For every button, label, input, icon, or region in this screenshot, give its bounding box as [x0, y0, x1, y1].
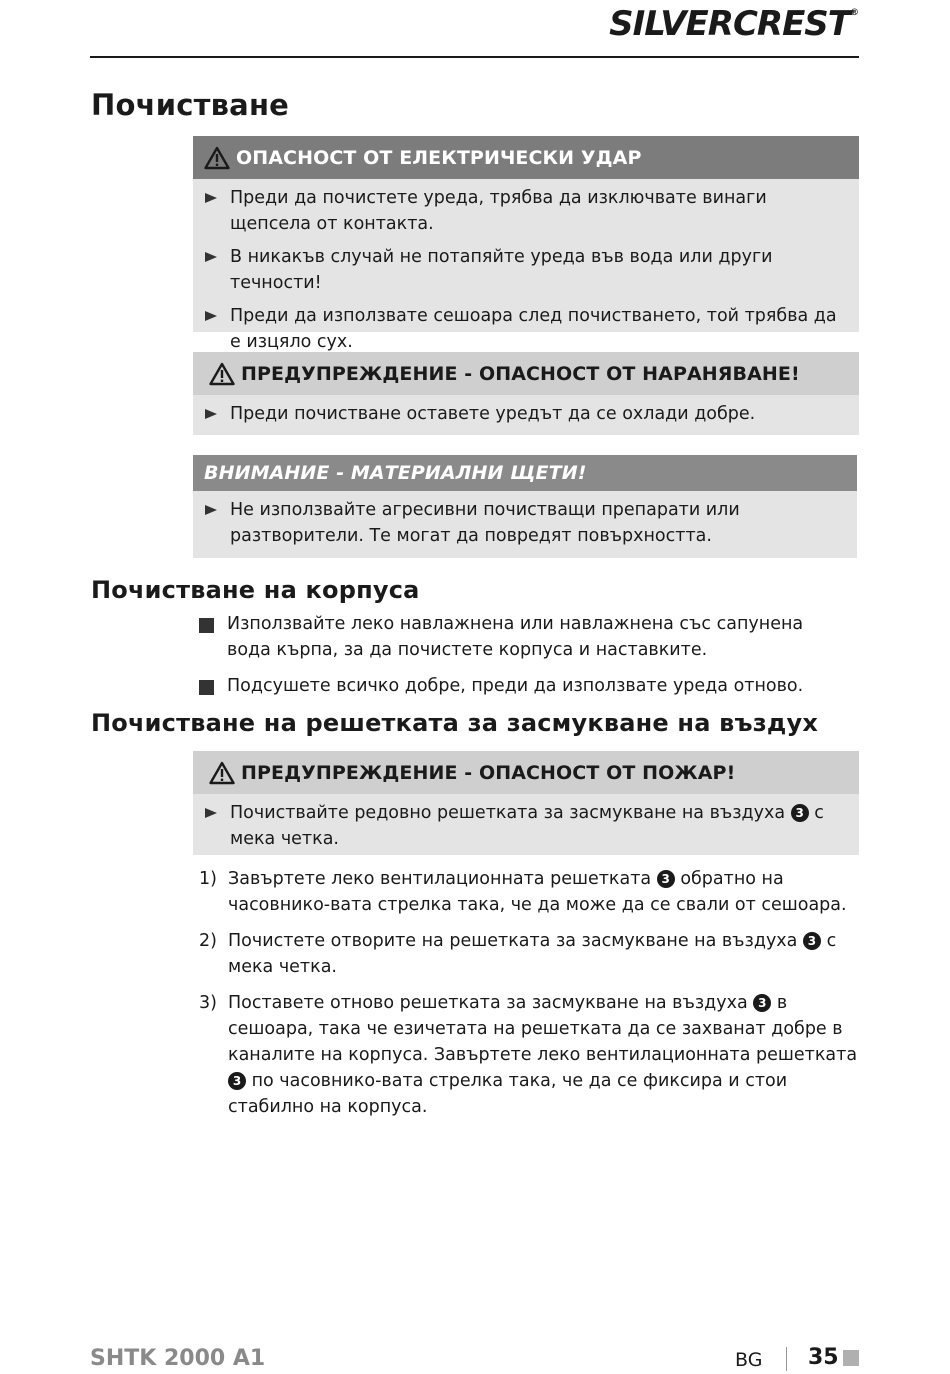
- housing-list: [199, 611, 839, 709]
- arrow-bullet-icon: [205, 311, 217, 321]
- step-item: 1) Завъртете леко вентилационната решетката 3 обратно на часовнико-вата стрелка така, че да може да се свали от сешоара.: [199, 869, 847, 915]
- arrow-bullet-icon: [205, 409, 217, 419]
- square-bullet-icon: [199, 680, 214, 695]
- page-title: Почистване: [91, 88, 290, 122]
- warning-triangle-icon: [204, 146, 230, 170]
- warning-triangle-icon: [209, 362, 235, 386]
- grille-steps: [199, 866, 859, 1130]
- arrow-bullet-icon: [205, 808, 217, 818]
- arrow-bullet-icon: [205, 252, 217, 262]
- warning-box-header: [193, 352, 859, 395]
- list-item: Преди да почистете уреда, трябва да изключвате винаги щепсела от контакта.: [203, 185, 839, 237]
- step-item: 2) Почистете отворите на решетката за засмукване на въздуха 3 с мека четка.: [199, 931, 837, 977]
- registered-mark: ®: [850, 8, 858, 18]
- section-title-housing: Почистване на корпуса: [91, 576, 420, 604]
- square-bullet-icon: [199, 618, 214, 633]
- list-item: В никакъв случай не потапяйте уреда във вода или други течности!: [203, 244, 839, 296]
- list-item: Преди почистване оставете уредът да се охлади добре.: [203, 401, 839, 427]
- section-title-grille: Почистване на решетката за засмукване на въздух: [91, 709, 819, 737]
- list-item: Не използвайте агресивни почистващи препарати или разтворители. Те могат да повредят повърхността.: [203, 497, 837, 549]
- warning-box-header: [193, 751, 859, 794]
- list-item: Почиствайте редовно решетката за засмукване на въздуха 3 с мека четка.: [203, 800, 839, 852]
- arrow-bullet-icon: [205, 193, 217, 203]
- caution-box-header: [193, 455, 857, 491]
- warning-box-header: [193, 136, 859, 179]
- material-damage-box: [193, 455, 857, 558]
- list-item: Използвайте леко навлажнена или навлажнена със сапунена вода кърпа, за да почистете корпуса и наставките.: [199, 611, 839, 663]
- brand-logo: SILVERCREST®: [609, 4, 858, 44]
- electric-shock-warning-box: [193, 136, 859, 352]
- step-item: 3) Поставете отново решетката за засмукване на въздуха 3 в сешоара, така че езичетата на решетката да се захванат добре в каналите на корпуса. Завъртете леко вентилационната решетката 3 по часовнико-вата стрелка така, че да се фиксира и стои стабилно на корпуса.: [199, 993, 858, 1117]
- footer-divider: [786, 1347, 787, 1371]
- part-number-badge: 3: [803, 932, 821, 950]
- footer-model: SHTK 2000 A1: [90, 1346, 266, 1371]
- part-number-badge: 3: [657, 870, 675, 888]
- page-number: 35: [808, 1345, 839, 1370]
- caution-box-title: ВНИМАНИЕ - МАТЕРИАЛНИ ЩЕТИ!: [204, 462, 587, 484]
- part-number-badge: 3: [791, 804, 809, 822]
- warning-box-title: ПРЕДУПРЕЖДЕНИЕ - ОПАСНОСТ ОТ ПОЖАР!: [241, 761, 736, 784]
- header-divider: [90, 56, 859, 58]
- list-item: Преди да използвате сешоара след почистването, той трябва да е изцяло сух.: [203, 303, 839, 355]
- warning-box-title: ПРЕДУПРЕЖДЕНИЕ - ОПАСНОСТ ОТ НАРАНЯВАНЕ!: [241, 362, 800, 385]
- part-number-badge: 3: [228, 1072, 246, 1090]
- warning-triangle-icon: [209, 761, 235, 785]
- injury-warning-box: [193, 352, 859, 435]
- warning-box-title: ОПАСНОСТ ОТ ЕЛЕКТРИЧЕСКИ УДАР: [236, 146, 642, 169]
- arrow-bullet-icon: [205, 505, 217, 515]
- part-number-badge: 3: [753, 994, 771, 1012]
- footer-language: BG: [735, 1349, 763, 1371]
- list-item: Подсушете всичко добре, преди да използвате уреда отново.: [199, 673, 839, 699]
- fire-warning-box: [193, 751, 859, 855]
- footer-square-icon: [843, 1350, 859, 1366]
